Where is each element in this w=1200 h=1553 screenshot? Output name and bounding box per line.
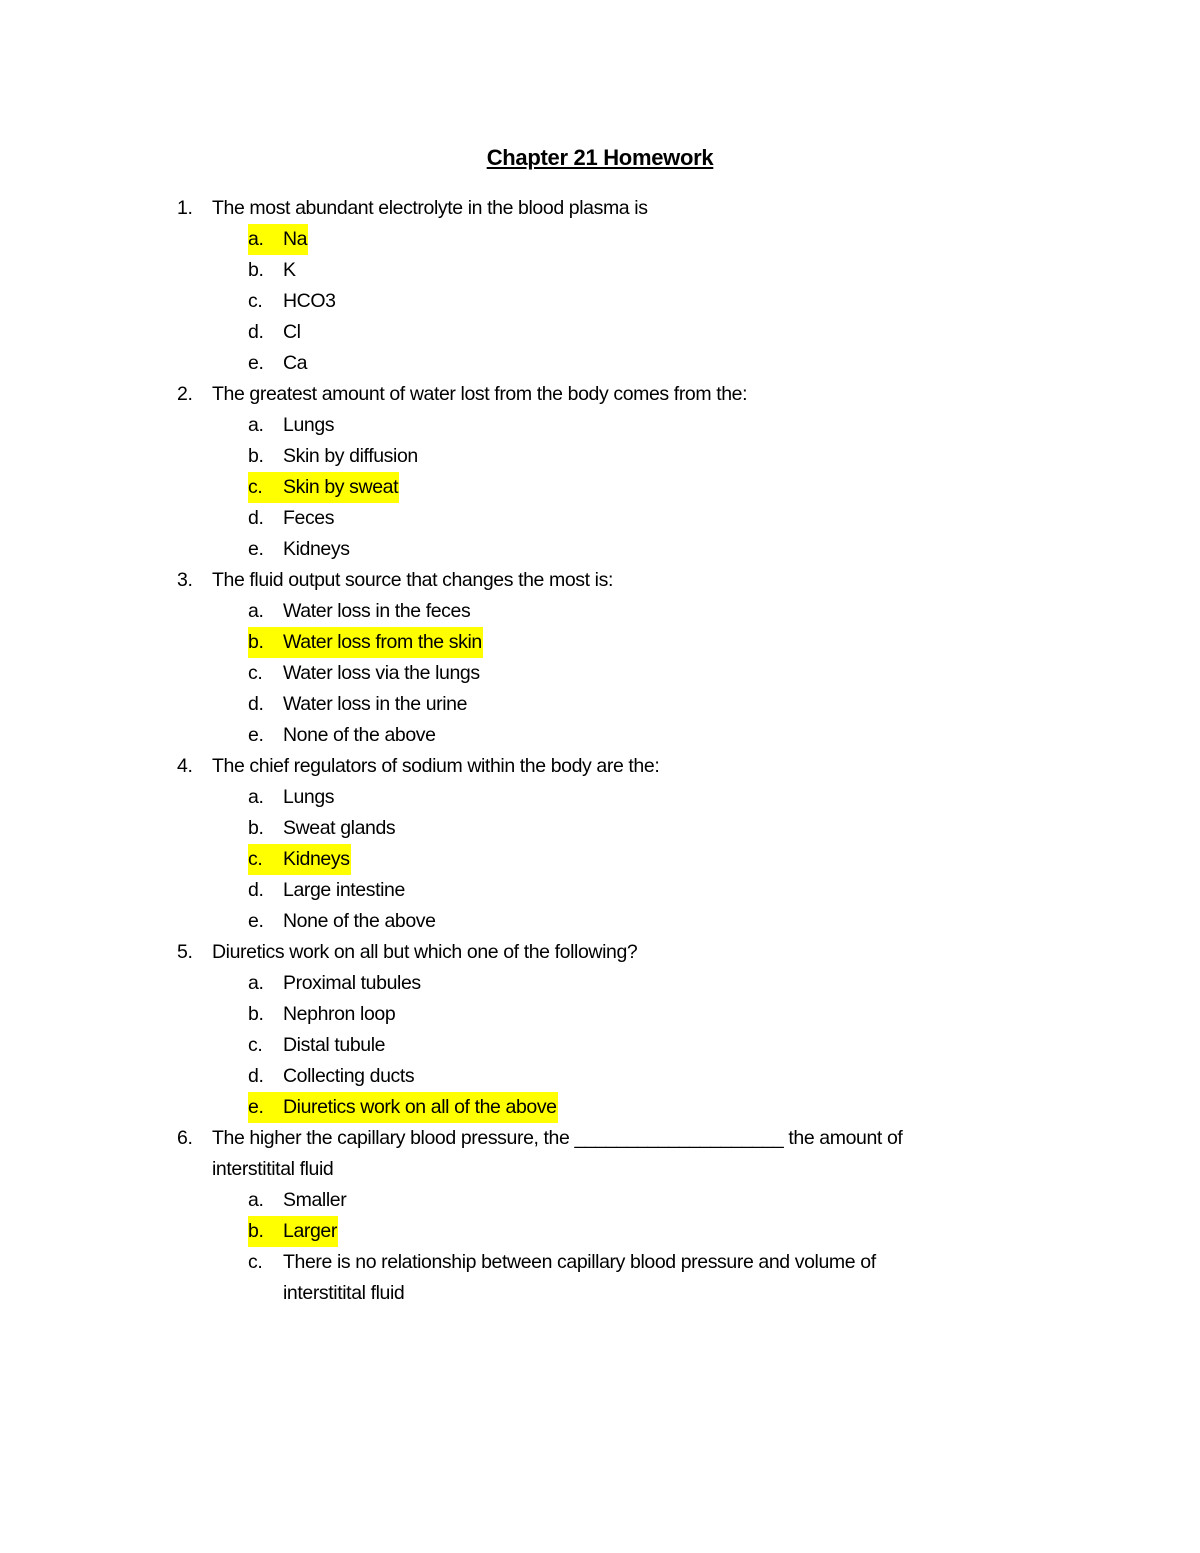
answer-option xyxy=(248,410,334,441)
highlighted-answer xyxy=(248,844,351,875)
question-number: 5. xyxy=(177,941,193,963)
answer-option xyxy=(248,968,421,999)
option-text: Distal tubule xyxy=(283,1034,386,1056)
option-letter: e. xyxy=(248,538,264,560)
question-line xyxy=(177,193,1037,224)
answer-option-line xyxy=(177,286,1037,317)
option-letter: d. xyxy=(248,879,264,901)
answer-option xyxy=(248,999,395,1030)
option-text: K xyxy=(283,259,296,281)
option-letter: b. xyxy=(248,631,264,653)
option-letter: a. xyxy=(248,228,264,250)
option-letter: b. xyxy=(248,1003,264,1025)
answer-option-line xyxy=(177,503,1037,534)
question-line xyxy=(177,1123,1037,1154)
option-text: Na xyxy=(283,228,308,250)
option-text: Smaller xyxy=(283,1189,347,1211)
option-text: Kidneys xyxy=(283,538,350,560)
question-line xyxy=(177,379,1037,410)
option-text: Water loss via the lungs xyxy=(283,662,480,684)
option-letter: c. xyxy=(248,476,263,498)
option-text: Skin by sweat xyxy=(283,476,399,498)
option-letter: b. xyxy=(248,1220,264,1242)
answer-option xyxy=(248,689,467,720)
question-number: 3. xyxy=(177,569,193,591)
option-letter: d. xyxy=(248,321,264,343)
option-letter: a. xyxy=(248,972,264,994)
highlighted-answer xyxy=(248,472,399,503)
answer-option-line xyxy=(177,1216,1037,1247)
answer-option-line xyxy=(177,1185,1037,1216)
option-text: Water loss in the urine xyxy=(283,693,468,715)
option-text: Collecting ducts xyxy=(283,1065,415,1087)
option-text: Water loss from the skin xyxy=(283,631,482,653)
option-text: Ca xyxy=(283,352,308,374)
answer-option-line xyxy=(177,1092,1037,1123)
answer-option-line xyxy=(177,968,1037,999)
option-text: Larger xyxy=(283,1220,337,1242)
option-letter: e. xyxy=(248,910,264,932)
highlighted-answer xyxy=(248,627,483,658)
question-text: The chief regulators of sodium within the body are the: xyxy=(212,755,660,777)
option-letter: c. xyxy=(248,662,263,684)
answer-option xyxy=(248,534,350,565)
answer-option xyxy=(248,441,418,472)
option-text: Proximal tubules xyxy=(283,972,421,994)
option-letter: a. xyxy=(248,414,264,436)
answer-option-line xyxy=(177,720,1037,751)
answer-option xyxy=(248,286,336,317)
answer-option xyxy=(248,906,436,937)
option-letter: c. xyxy=(248,290,263,312)
answer-option xyxy=(248,348,307,379)
question-number: 6. xyxy=(177,1127,193,1149)
answer-option-line xyxy=(177,596,1037,627)
option-letter: a. xyxy=(248,600,264,622)
option-text: None of the above xyxy=(283,724,436,746)
question-text: The fluid output source that changes the most is: xyxy=(212,569,613,591)
option-text: Cl xyxy=(283,321,301,343)
option-text-continued: interstitital fluid xyxy=(283,1282,405,1304)
option-letter: b. xyxy=(248,817,264,839)
option-text: Diuretics work on all of the above xyxy=(283,1096,557,1118)
answer-option-line xyxy=(177,472,1037,503)
answer-option-line xyxy=(177,317,1037,348)
option-text: There is no relationship between capillary blood pressure and volume of xyxy=(283,1251,876,1273)
question-text: The most abundant electrolyte in the blood plasma is xyxy=(212,197,648,219)
answer-option-line xyxy=(177,813,1037,844)
answer-option xyxy=(248,720,436,751)
option-text: HCO3 xyxy=(283,290,336,312)
answer-option xyxy=(248,596,470,627)
answer-option-line xyxy=(177,844,1037,875)
option-text: Skin by diffusion xyxy=(283,445,418,467)
question-text: The higher the capillary blood pressure, the ____________________ the amount of xyxy=(212,1127,903,1149)
answer-option-line xyxy=(177,534,1037,565)
option-letter: d. xyxy=(248,1065,264,1087)
answer-option-line xyxy=(177,1278,1037,1309)
question-line xyxy=(177,937,1037,968)
answer-option-line xyxy=(177,1247,1037,1278)
answer-option-line xyxy=(177,658,1037,689)
question-number: 2. xyxy=(177,383,193,405)
answer-option-line xyxy=(177,441,1037,472)
answer-option-line xyxy=(177,410,1037,441)
option-letter: d. xyxy=(248,693,264,715)
answer-option xyxy=(248,1185,346,1216)
option-text: Nephron loop xyxy=(283,1003,396,1025)
question-line xyxy=(177,565,1037,596)
answer-option-line xyxy=(177,999,1037,1030)
option-letter: c. xyxy=(248,848,263,870)
highlighted-answer xyxy=(248,1092,558,1123)
question-line xyxy=(177,1154,1037,1185)
question-list xyxy=(177,193,1037,1309)
option-letter: e. xyxy=(248,352,264,374)
answer-option xyxy=(248,503,334,534)
question-text: Diuretics work on all but which one of the following? xyxy=(212,941,638,963)
question-number: 1. xyxy=(177,197,193,219)
answer-option xyxy=(248,255,296,286)
option-text: None of the above xyxy=(283,910,436,932)
answer-option-line xyxy=(177,1061,1037,1092)
question-text: The greatest amount of water lost from the body comes from the: xyxy=(212,383,748,405)
option-letter: a. xyxy=(248,1189,264,1211)
option-text: Sweat glands xyxy=(283,817,396,839)
option-letter: e. xyxy=(248,724,264,746)
option-letter: b. xyxy=(248,445,264,467)
answer-option xyxy=(248,782,334,813)
option-letter: a. xyxy=(248,786,264,808)
question-text: interstitital fluid xyxy=(212,1158,334,1180)
option-letter: d. xyxy=(248,507,264,529)
highlighted-answer xyxy=(248,1216,338,1247)
option-letter: c. xyxy=(248,1251,263,1273)
question-line xyxy=(177,751,1037,782)
option-letter: e. xyxy=(248,1096,264,1118)
option-text: Lungs xyxy=(283,414,335,436)
option-text: Water loss in the feces xyxy=(283,600,471,622)
question-number: 4. xyxy=(177,755,193,777)
option-text: Kidneys xyxy=(283,848,350,870)
answer-option-line xyxy=(177,782,1037,813)
answer-option-line xyxy=(177,1030,1037,1061)
answer-option xyxy=(248,813,395,844)
option-letter: b. xyxy=(248,259,264,281)
answer-option-line xyxy=(177,875,1037,906)
answer-option-line xyxy=(177,689,1037,720)
answer-option xyxy=(248,1030,385,1061)
answer-option-line xyxy=(177,906,1037,937)
option-letter: c. xyxy=(248,1034,263,1056)
answer-option xyxy=(248,875,405,906)
answer-option xyxy=(248,1061,414,1092)
answer-option-line xyxy=(177,348,1037,379)
answer-option xyxy=(248,1247,876,1278)
highlighted-answer xyxy=(248,224,308,255)
option-text: Feces xyxy=(283,507,335,529)
document-title: Chapter 21 Homework xyxy=(486,145,714,170)
answer-option-line xyxy=(177,224,1037,255)
answer-option-line xyxy=(177,255,1037,286)
option-text: Lungs xyxy=(283,786,335,808)
answer-option xyxy=(248,658,480,689)
option-text: Large intestine xyxy=(283,879,405,901)
answer-option xyxy=(248,317,301,348)
answer-option-line xyxy=(177,627,1037,658)
